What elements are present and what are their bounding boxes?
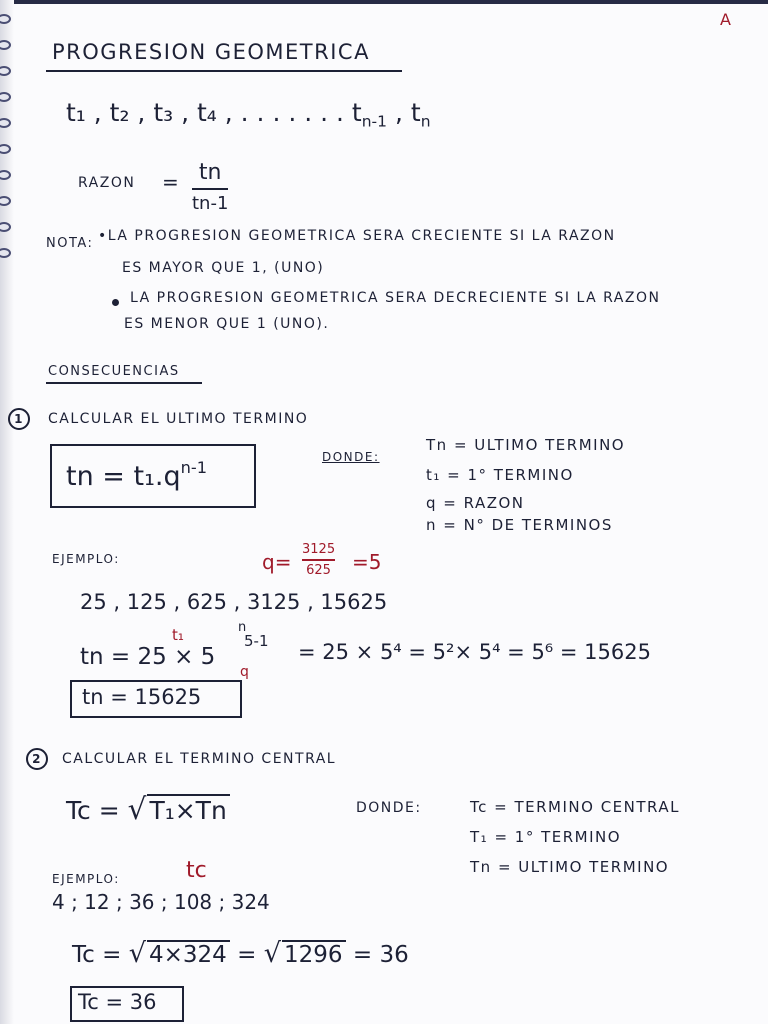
result-2: Tc = 36 xyxy=(78,990,157,1014)
bullet-icon xyxy=(112,299,119,306)
section-1-number: 1 xyxy=(8,408,30,430)
binding-ring xyxy=(0,66,11,76)
binding-ring xyxy=(0,170,11,180)
result-box-2 xyxy=(70,986,184,1022)
top-edge xyxy=(0,0,768,4)
binding-ring xyxy=(0,118,11,128)
series-1: 25 , 125 , 625 , 3125 , 15625 xyxy=(80,590,388,614)
def-2-line-3: Tn = ULTIMO TERMINO xyxy=(470,858,670,876)
consecuencias-heading: CONSECUENCIAS xyxy=(48,364,180,379)
def-1-line-2: t₁ = 1° TERMINO xyxy=(426,466,574,484)
tc-label: tc xyxy=(186,858,207,883)
nota-line-1: •LA PROGRESION GEOMETRICA SERA CRECIENTE SI LA RAZON xyxy=(98,228,616,244)
def-1-line-4: n = N° DE TERMINOS xyxy=(426,516,613,534)
sqrt-icon: √ xyxy=(127,792,147,826)
sqrt-icon: √ xyxy=(128,938,146,969)
consecuencias-underline xyxy=(46,382,202,384)
binding-ring xyxy=(0,14,11,24)
nota-line-2: ES MAYOR QUE 1, (UNO) xyxy=(122,260,325,276)
formula-box-1 xyxy=(50,444,256,508)
section-2-title: CALCULAR EL TERMINO CENTRAL xyxy=(62,751,337,767)
razon-denominator: tn-1 xyxy=(192,193,229,214)
sequence-comma: , xyxy=(394,98,403,127)
razon-fraction xyxy=(192,160,228,214)
binding-ring xyxy=(0,196,11,206)
annotation-q: q xyxy=(240,664,249,680)
formula-last-term: tn = $t_1.q^{n-1}$ xyxy=(66,458,208,493)
def-1-line-1: Tn = ULTIMO TERMINO xyxy=(426,436,626,454)
section-2-heading xyxy=(26,748,336,770)
binding-ring xyxy=(0,248,11,258)
razon-label: RAZON xyxy=(78,175,136,191)
sequence-term-n-minus-1: $t_{n-1}$ xyxy=(351,98,388,131)
sequence-term-n: $t_n$ xyxy=(410,98,431,131)
binding-ring xyxy=(0,222,11,232)
nota-prefix: NOTA: xyxy=(46,236,94,251)
sqrt-icon: √ xyxy=(263,938,281,969)
fraction-bar xyxy=(302,559,335,561)
q-denominator: 625 xyxy=(306,563,331,578)
fraction-bar xyxy=(192,188,228,190)
spiral-binding xyxy=(0,0,14,1024)
result-box-1 xyxy=(70,680,242,718)
ejemplo-label-2: EJEMPLO: xyxy=(52,872,120,886)
def-1-line-3: q = RAZON xyxy=(426,494,525,512)
annotation-n: n xyxy=(238,620,247,635)
q-prefix: q= xyxy=(262,550,292,574)
binding-ring xyxy=(0,40,11,50)
page-title: PROGRESION GEOMETRICA xyxy=(52,40,370,64)
q-result: =5 xyxy=(352,550,382,574)
nota-line-3: LA PROGRESION GEOMETRICA SERA DECRECIENTE SI LA RAZON xyxy=(130,290,661,306)
section-1-heading xyxy=(8,408,308,430)
section-1-title: CALCULAR EL ULTIMO TERMINO xyxy=(48,411,309,427)
page-letter: A xyxy=(720,10,731,29)
def-2-line-1: Tc = TERMINO CENTRAL xyxy=(470,798,680,816)
binding-ring xyxy=(0,144,11,154)
annotation-exponent: 5-1 xyxy=(244,632,269,650)
ejemplo-label-1: EJEMPLO: xyxy=(52,552,120,566)
title-underline xyxy=(46,70,402,72)
donde-label-2: DONDE: xyxy=(356,800,422,816)
q-numerator: 3125 xyxy=(302,542,336,557)
nota-line-4: ES MENOR QUE 1 (UNO). xyxy=(124,316,330,332)
sequence-line xyxy=(66,98,431,130)
annotation-t1: t₁ xyxy=(172,626,184,644)
calc-1-rest: = 25 × 5⁴ = 5²× 5⁴ = 5⁶ = 15625 xyxy=(298,640,651,664)
def-2-line-2: T₁ = 1° TERMINO xyxy=(470,828,622,846)
razon-numerator: tn xyxy=(198,160,222,185)
q-fraction xyxy=(302,542,335,578)
series-2: 4 ; 12 ; 36 ; 108 ; 324 xyxy=(52,890,270,914)
sequence-terms: t₁ , t₂ , t₃ , t₄ , . . . . . . . xyxy=(66,98,344,127)
razon-equals: = xyxy=(162,170,179,194)
calc-2: Tc = √ 4×324 = √ 1296 = 36 xyxy=(72,938,409,969)
result-1: tn = 15625 xyxy=(82,685,202,709)
calc-1-lhs: tn = 25 × 5 xyxy=(80,644,216,670)
section-2-number: 2 xyxy=(26,748,48,770)
donde-label-1: DONDE: xyxy=(322,450,380,464)
binding-ring xyxy=(0,92,11,102)
formula-central-term: Tc = √ T₁×Tn xyxy=(66,792,230,826)
